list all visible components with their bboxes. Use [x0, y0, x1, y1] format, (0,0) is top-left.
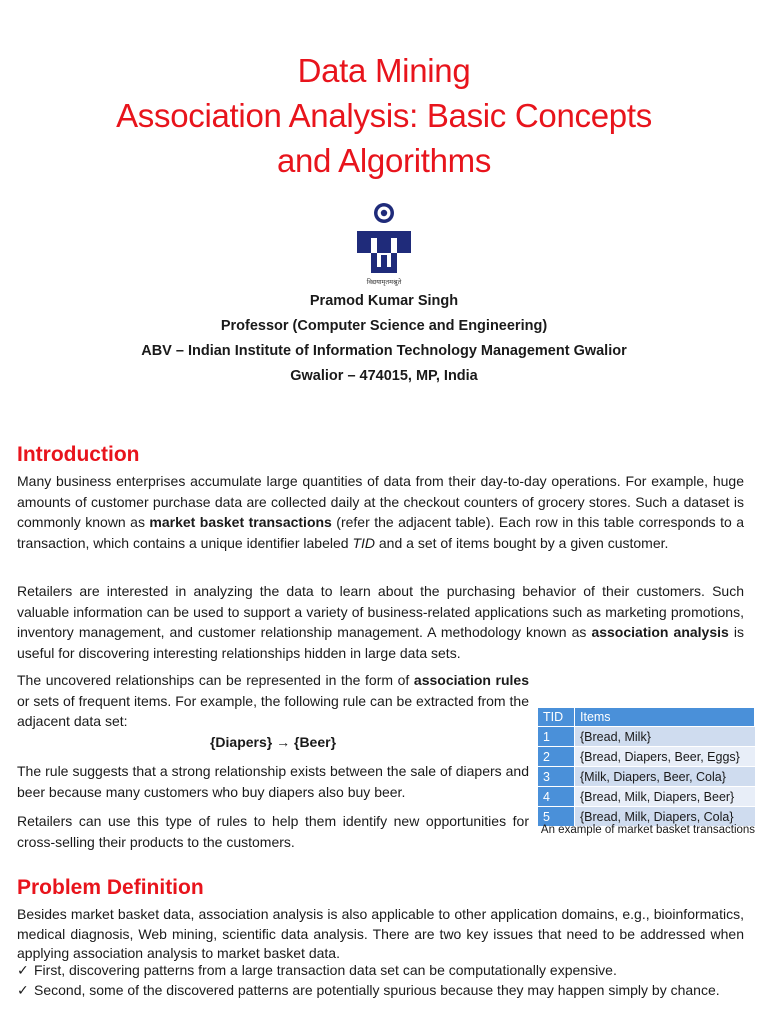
table-header-row — [538, 708, 755, 727]
table-cell-tid: 4 — [538, 787, 575, 807]
problem-paragraph-1: Besides market basket data, association analysis is also applicable to other application domains, e.g., bioinformatics, medical diagnosis, Web mining, scientific data analysis. There are two key issues that need to be addressed when applying association analysis to market basket data. — [17, 906, 744, 961]
author-address: Gwalior – 474015, MP, India — [290, 368, 478, 384]
association-rule-example: {Diapers} → {Beer} — [209, 734, 337, 750]
table-cell-items: {Bread, Diapers, Beer, Eggs} — [575, 747, 755, 767]
intro-paragraph-2: Retailers are interested in analyzing the data to learn about the purchasing behavior of their customers. Such valuable information can be used to support a variety of business-related applications such as marketing promotions, inventory management, and customer relationship management. A methodology known as association analysis is useful for discovering interesting relationships hidden in large data sets. — [17, 583, 744, 661]
table-header-tid: TID — [538, 708, 575, 727]
table-cell-tid: 2 — [538, 747, 575, 767]
logo-motto: विद्ययामृतमश्नुते — [366, 278, 402, 286]
table-cell-tid: 5 — [538, 807, 575, 827]
problem-bullet-list — [17, 961, 744, 1000]
author-position: Professor (Computer Science and Engineering) — [220, 318, 548, 334]
list-item: ✓ Second, some of the discovered patterns are potentially spurious because they may happen simply by chance. — [17, 981, 744, 1001]
table-cell-items: {Bread, Milk, Diapers, Beer} — [575, 787, 755, 807]
check-icon: ✓ — [17, 962, 29, 978]
problem-definition-heading: Problem Definition — [17, 876, 204, 899]
author-block — [0, 289, 768, 389]
table-cell-tid: 1 — [538, 727, 575, 747]
table-row — [538, 727, 755, 747]
document-title — [0, 48, 768, 183]
institute-logo — [355, 201, 413, 287]
check-icon: ✓ — [17, 981, 29, 998]
author-institute: ABV – Indian Institute of Information Technology Management Gwalior — [141, 343, 627, 359]
author-name: Pramod Kumar Singh — [309, 293, 459, 309]
table-row — [538, 747, 755, 767]
table-row — [538, 767, 755, 787]
intro-paragraph-3: The uncovered relationships can be represented in the form of association rules or sets of frequent items. For example, the following rule can be extracted from the adjacent data set: — [17, 672, 529, 729]
title-line-3: and Algorithms — [276, 142, 492, 179]
title-line-2: Association Analysis: Basic Concepts — [116, 97, 652, 134]
table-cell-tid: 3 — [538, 767, 575, 787]
table-row — [538, 787, 755, 807]
title-line-1: Data Mining — [297, 52, 471, 89]
table-cell-items: {Bread, Milk} — [575, 727, 755, 747]
transactions-table — [538, 708, 755, 826]
intro-paragraph-5: Retailers can use this type of rules to help them identify new opportunities for cross-selling their products to the customers. — [17, 813, 529, 850]
table-caption: An example of market basket transactions — [540, 824, 756, 836]
table-cell-items: {Bread, Milk, Diapers, Cola} — [575, 807, 755, 827]
list-item: ✓ First, discovering patterns from a large transaction data set can be computationally expensive. — [17, 961, 744, 981]
intro-paragraph-4: The rule suggests that a strong relationship exists between the sale of diapers and beer because many customers who buy diapers also buy beer. — [17, 763, 529, 800]
intro-paragraph-1: Many business enterprises accumulate large quantities of data from their day-to-day operations. For example, huge amounts of customer purchase data are collected daily at the checkout counters of grocery stores. Such a dataset is commonly known as market basket transactions (refer the adjacent table). Each row in this table corresponds to a transaction, which contains a unique identifier labeled TID and a set of items bought by a given customer. — [17, 473, 745, 551]
introduction-heading: Introduction — [17, 443, 140, 466]
table-header-items: Items — [575, 708, 755, 727]
table-cell-items: {Milk, Diapers, Beer, Cola} — [575, 767, 755, 787]
